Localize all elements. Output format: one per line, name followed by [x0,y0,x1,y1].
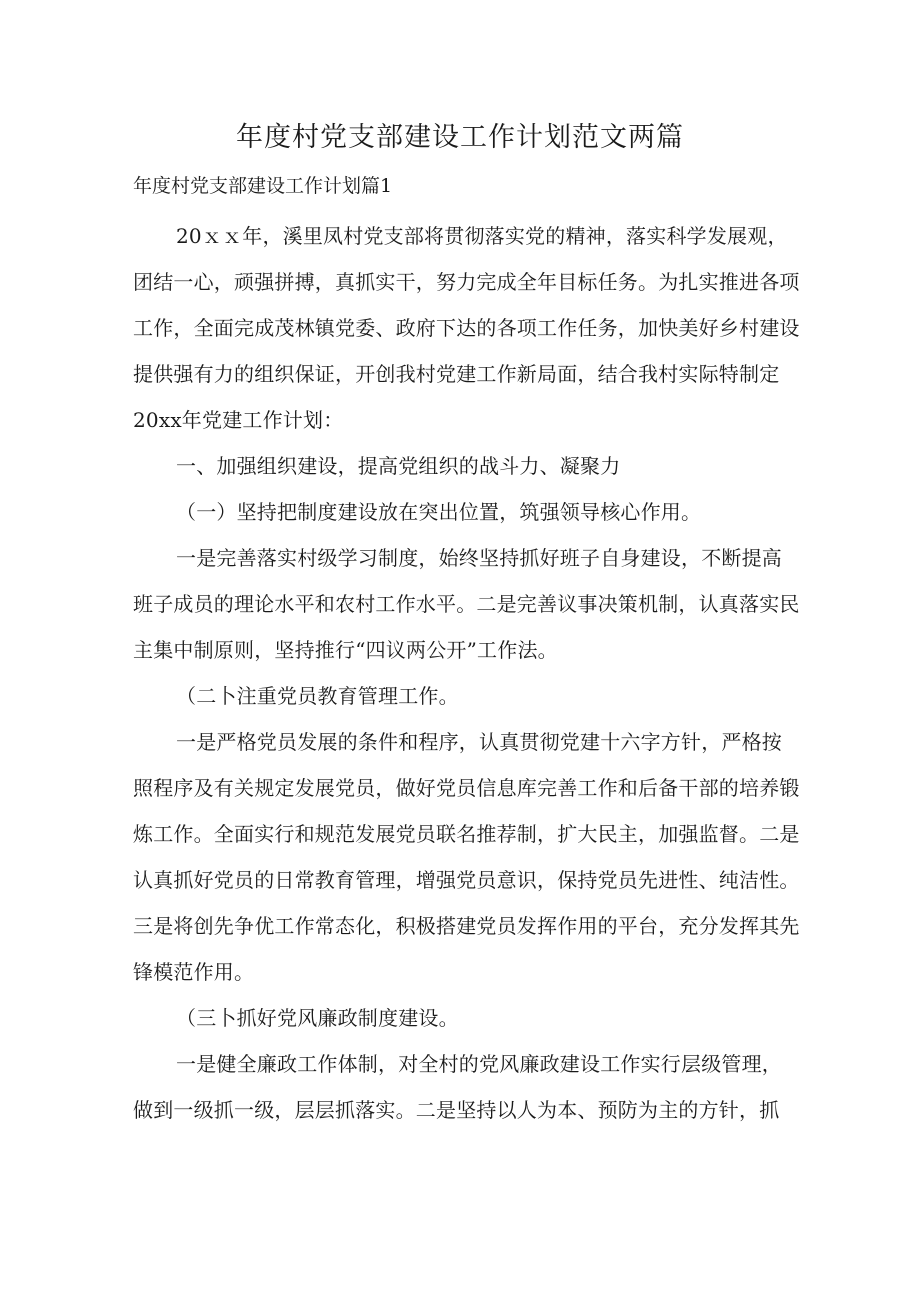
paragraph-line: 一是严格党员发展的条件和程序，认真贯彻党建十六字方针，严格按 [176,730,782,754]
subsection-heading: （三卜抓好党风廉政制度建设。 [176,1006,459,1030]
paragraph-line: 一是健全廉政工作体制，对全村的党风廉政建设工作实行层级管理， [176,1052,782,1076]
subsection-heading: （一）坚持把制度建设放在突出位置，筑强领导核心作用。 [176,500,702,524]
paragraph-line: 主集中制原则，坚持推行“四议两公开”工作法。 [133,638,558,662]
paragraph-line: 工作，全面完成茂林镇党委、政府下达的各项工作任务，加快美好乡村建设 [133,316,800,340]
paragraph-line: 三是将创先争优工作常态化，积极搭建党员发挥作用的平台，充分发挥其先 [133,914,800,938]
subsection-heading: （二卜注重党员教育管理工作。 [176,684,459,708]
paragraph-line: 提供强有力的组织保证，开创我村党建工作新局面，结合我村实际特制定 [133,362,780,386]
paragraph-line: 炼工作。全面实行和规范发展党员联名推荐制，扩大民主，加强监督。二是 [133,822,800,846]
paragraph-line: 一是完善落实村级学习制度，始终坚持抓好班子自身建设，不断提高 [176,546,782,570]
paragraph-line: 认真抓好党员的日常教育管理，增强党员意识，保持党员先进性、纯洁性。 [133,868,800,892]
paragraph-line: 20xx年党建工作计划： [133,408,344,432]
document-subtitle: 年度村党支部建设工作计划篇1 [133,175,393,197]
paragraph-line: 照程序及有关规定发展党员，做好党员信息库完善工作和后备干部的培养锻 [133,776,800,800]
paragraph-line: 班子成员的理论水平和农村工作水平。二是完善议事决策机制，认真落实民 [133,592,800,616]
section-heading: 一、加强组织建设，提高党组织的战斗力、凝聚力 [176,454,621,478]
paragraph-line: 做到一级抓一级，层层抓落实。二是坚持以人为本、预防为主的方针，抓 [133,1098,780,1122]
paragraph-line: 锋模范作用。 [133,960,255,984]
document-body [133,213,800,1133]
paragraph-line: 团结一心，顽强拼搏，真抓实干，努力完成全年目标任务。为扎实推进各项 [133,270,800,294]
document-title: 年度村党支部建设工作计划范文两篇 [236,122,684,153]
paragraph-line: 20ｘｘ年，溪里凤村党支部将贯彻落实党的精神，落实科学发展观， [176,224,788,248]
